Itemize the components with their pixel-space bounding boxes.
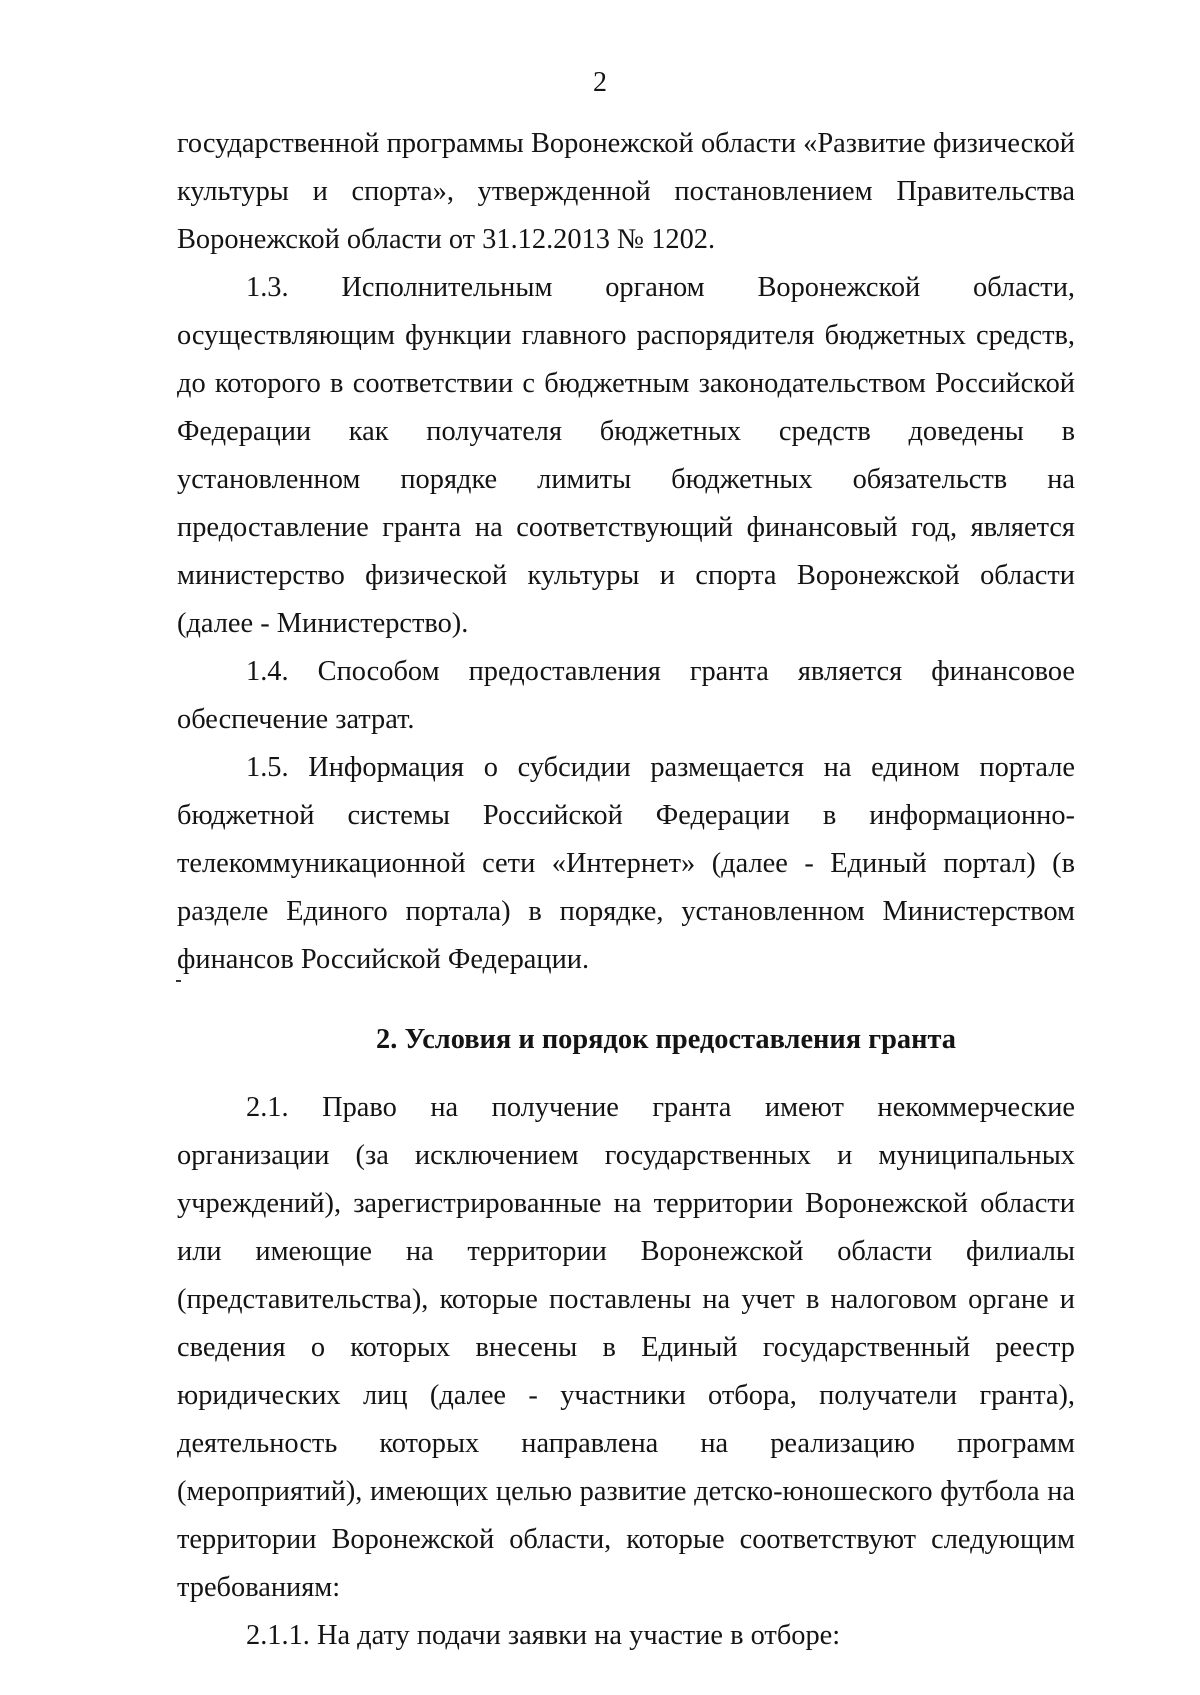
paragraph-continuation: государственной программы Воронежской области «Развитие физической культуры и спорта», утвержденной постановлением Правительства Воронежской области от 31.12.2013 № 1202.: [177, 128, 1075, 255]
paragraph-2-1: 2.1. Право на получение гранта имеют некоммерческие организации (за исключением государственных и муниципальных учреждений), зарегистрированные на территории Воронежской области или имеющие на территории Воронежской области филиалы (представительства), которые поставлены на учет в налоговом органе и сведения о которых внесены в Единый государственный реестр юридических лиц (далее - участники отбора, получатели гранта), деятельность которых направлена на реализацию программ (мероприятий), имеющих целью развитие детско-юношеского футбола на территории Воронежской области, которые соответствуют следующим требованиям:: [177, 1092, 1075, 1603]
paragraph-1-5: 1.5. Информация о субсидии размещается на едином портале бюджетной системы Российской Федерации в информационно-телекоммуникационной сети «Интернет» (далее - Единый портал) (в разделе Единого портала) в порядке, установленном Министерством финансов Российской Федерации.: [177, 752, 1075, 975]
paragraph-2-1-1: 2.1.1. На дату подачи заявки на участие в отборе:: [246, 1620, 841, 1651]
section-heading: 2. Условия и порядок предоставления гранта: [376, 1024, 956, 1055]
paragraph-1-3: 1.3. Исполнительным органом Воронежской области, осуществляющим функции главного распорядителя бюджетных средств, до которого в соответствии с бюджетным законодательством Российской Федерации как получателя бюджетных средств доведены в установленном порядке лимиты бюджетных обязательств на предоставление гранта на соответствующий финансовый год, является министерство физической культуры и спорта Воронежской области (далее - Министерство).: [177, 272, 1075, 639]
page-number: 2: [593, 67, 607, 98]
paragraph-1-4: 1.4. Способом предоставления гранта является финансовое обеспечение затрат.: [177, 656, 1075, 735]
scan-artifact-mark: [176, 980, 181, 982]
document-body: [177, 120, 1075, 1660]
